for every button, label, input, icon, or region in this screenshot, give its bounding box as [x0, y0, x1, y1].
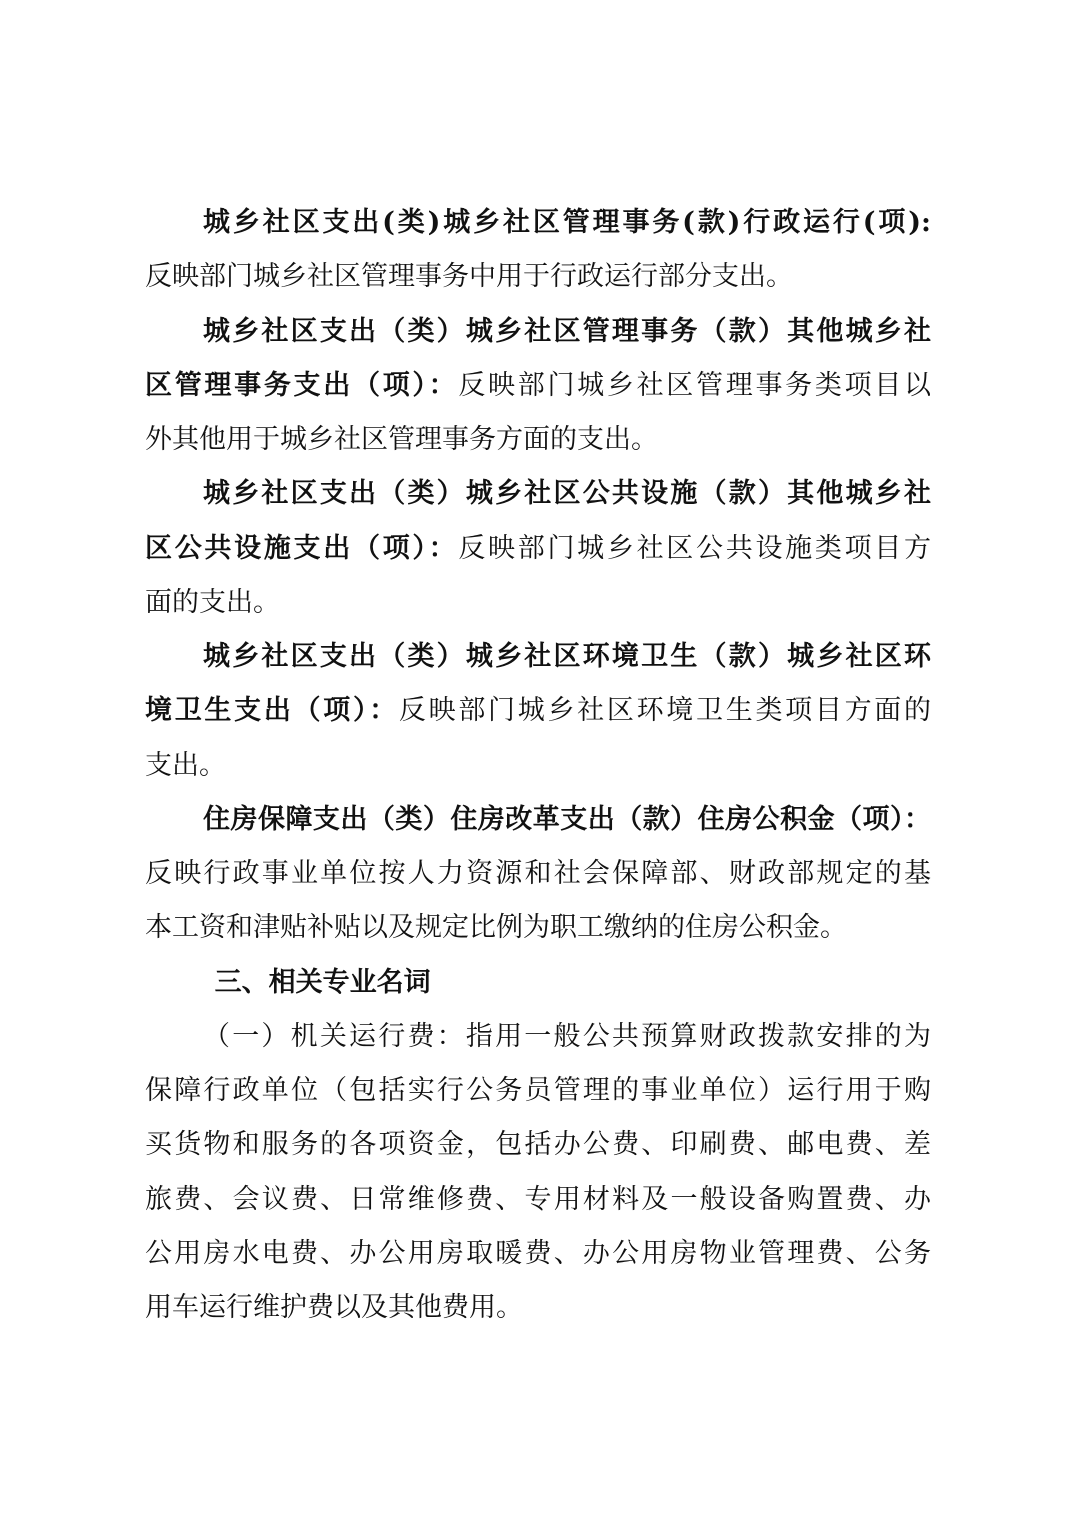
bold-heading-text: 住房保障支出（类）住房改革支出（款）住房公积金（项）：: [203, 803, 931, 835]
bold-heading-text: 城乡社区支出（类）城乡社区管理事务（款）其他城乡社: [203, 315, 931, 347]
text-line: [203, 196, 931, 250]
text-line: [215, 956, 931, 1010]
text-line: [145, 576, 931, 630]
body-text: 买货物和服务的各项资金，包括办公费、印刷费、邮电费、差: [145, 1129, 931, 1161]
body-text: 保障行政单位（包括实行公务员管理的事业单位）运行用于购: [145, 1075, 931, 1106]
body-text: 本工资和津贴补贴以及规定比例为职工缴纳的住房公积金。: [145, 912, 847, 944]
text-line: [203, 793, 931, 847]
body-text: 面的支出。: [145, 586, 280, 618]
text-line: [145, 359, 931, 413]
text-line: [145, 847, 931, 901]
text-line: [203, 305, 931, 359]
text-line: [145, 1281, 931, 1335]
body-text: 反映部门城乡社区公共设施类项目方: [458, 532, 932, 564]
text-line: [203, 467, 931, 521]
bold-heading-text: 区公共设施支出（项）：: [145, 532, 459, 564]
bold-heading-text: 城乡社区支出（类）城乡社区环境卫生（款）城乡社区环: [203, 641, 931, 672]
text-line: [203, 630, 931, 684]
body-text: 公用房水电费、办公用房取暖费、办公用房物业管理费、公务: [145, 1237, 931, 1269]
body-text: 用车运行维护费以及其他费用。: [145, 1292, 523, 1323]
body-text: 外其他用于城乡社区管理事务方面的支出。: [145, 424, 658, 455]
text-line: [145, 1064, 931, 1118]
bold-heading-text: 境卫生支出（项）：: [145, 695, 399, 727]
text-line: [203, 1010, 931, 1064]
text-line: [145, 522, 931, 576]
text-line: [145, 1173, 931, 1227]
body-text: 反映部门城乡社区环境卫生类项目方面的: [398, 695, 932, 727]
bold-heading-text: 三、相关专业名词: [214, 966, 431, 998]
body-text: （一）机关运行费：指用一般公共预算财政拨款安排的为: [203, 1020, 931, 1052]
bold-heading-text: 城乡社区支出(类)城乡社区管理事务(款)行政运行(项):: [203, 207, 931, 238]
text-line: [145, 1227, 931, 1281]
text-line: [145, 901, 931, 955]
bold-heading-text: 区管理事务支出（项）：: [145, 369, 459, 401]
body-text: 反映行政事业单位按人力资源和社会保障部、财政部规定的基: [145, 858, 931, 889]
body-text: 反映部门城乡社区管理事务类项目以: [458, 369, 932, 401]
body-text: 旅费、会议费、日常维修费、专用材料及一般设备购置费、办: [145, 1183, 931, 1215]
text-line: [145, 413, 931, 467]
text-line: [145, 1118, 931, 1172]
bold-heading-text: 城乡社区支出（类）城乡社区公共设施（款）其他城乡社: [203, 478, 931, 510]
body-text: 支出。: [145, 749, 226, 781]
body-text: 反映部门城乡社区管理事务中用于行政运行部分支出。: [145, 261, 793, 293]
text-line: [145, 250, 931, 304]
text-line: [145, 684, 931, 738]
text-line: [145, 739, 931, 793]
